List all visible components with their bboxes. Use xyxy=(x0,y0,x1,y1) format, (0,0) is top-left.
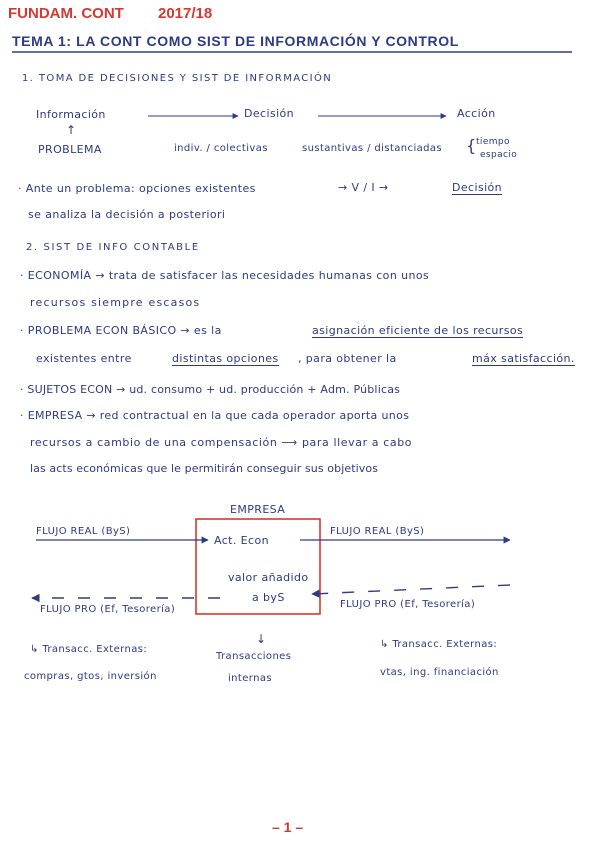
ext-left-title: ↳ Transacc. Externas: xyxy=(30,644,148,655)
valor-anadido: valor añadido xyxy=(228,571,309,584)
problema-satisfaccion: máx satisfacción. xyxy=(472,352,575,365)
economia-line1: · ECONOMÍA → trata de satisfacer las necesidades humanas con unos xyxy=(20,269,430,282)
diagram-empresa-label: EMPRESA xyxy=(230,503,286,516)
up-arrow: ↑ xyxy=(66,123,77,137)
analysis-line: se analiza la decisión a posteriori xyxy=(28,208,226,221)
empresa-line1: · EMPRESA → red contractual en la que cada operador aporta unos xyxy=(20,409,410,422)
ext-right-title: ↳ Transacc. Externas: xyxy=(380,639,498,650)
problem-arrows: → V / I → xyxy=(338,181,389,194)
economia-line2: recursos siempre escasos xyxy=(30,296,201,309)
flujo-real-left: FLUJO REAL (ByS) xyxy=(36,526,131,537)
ext-right-items: vtas, ing. financiación xyxy=(380,667,499,678)
problem-line: · Ante un problema: opciones existentes xyxy=(18,182,256,195)
flow-accion: Acción xyxy=(457,107,496,120)
section1-title: 1. TOMA DE DECISIONES Y SIST DE INFORMACIÓN xyxy=(22,73,333,84)
act-econ: Act. Econ xyxy=(214,534,269,547)
flujo-pro-right-arrow xyxy=(312,585,510,594)
page-number: – 1 – xyxy=(272,819,304,835)
empresa-line3: las acts económicas que le permitirán conseguir sus objetivos xyxy=(30,462,379,475)
espacio-label: espacio xyxy=(480,150,518,160)
problema-opciones: distintas opciones xyxy=(172,352,279,365)
brace-glyph: { xyxy=(466,136,477,155)
tiempo-label: tiempo xyxy=(476,137,510,147)
problema-line2a: existentes entre xyxy=(36,352,132,365)
subject-title: FUNDAM. CONT xyxy=(8,5,124,22)
sustantivas-distanciadas: sustantivas / distanciadas xyxy=(302,143,443,154)
sujetos-line: · SUJETOS ECON → ud. consumo + ud. producción + Adm. Públicas xyxy=(20,383,401,396)
problema-line1: · PROBLEMA ECON BÁSICO → es la xyxy=(20,324,222,337)
down-arrow: ↓ xyxy=(256,632,267,646)
internal-l1: Transacciones xyxy=(216,651,292,662)
problema-asignacion: asignación eficiente de los recursos xyxy=(312,324,524,337)
academic-year: 2017/18 xyxy=(158,5,213,22)
ext-left-items: compras, gtos, inversión xyxy=(24,671,157,682)
flow-decision: Decisión xyxy=(244,107,295,120)
decision-final: Decisión xyxy=(452,181,503,194)
flujo-pro-left: FLUJO PRO (Ef, Tesorería) xyxy=(40,604,176,615)
indiv-colectivas: indiv. / colectivas xyxy=(174,143,268,154)
section2-title: 2. SIST DE INFO CONTABLE xyxy=(26,242,200,253)
problema-line2b: , para obtener la xyxy=(298,352,397,365)
flujo-pro-right: FLUJO PRO (Ef, Tesorería) xyxy=(340,599,476,610)
flow-informacion: Información xyxy=(36,108,106,121)
flujo-real-right: FLUJO REAL (ByS) xyxy=(330,526,425,537)
tema-title: TEMA 1: LA CONT COMO SIST DE INFORMACIÓN Y CONTROL xyxy=(12,33,459,49)
problema-label: PROBLEMA xyxy=(38,143,102,156)
empresa-line2: recursos a cambio de una compensación ⟶ para llevar a cabo xyxy=(30,436,413,449)
valor-bys: a byS xyxy=(252,591,285,604)
internal-l2: internas xyxy=(228,673,273,684)
